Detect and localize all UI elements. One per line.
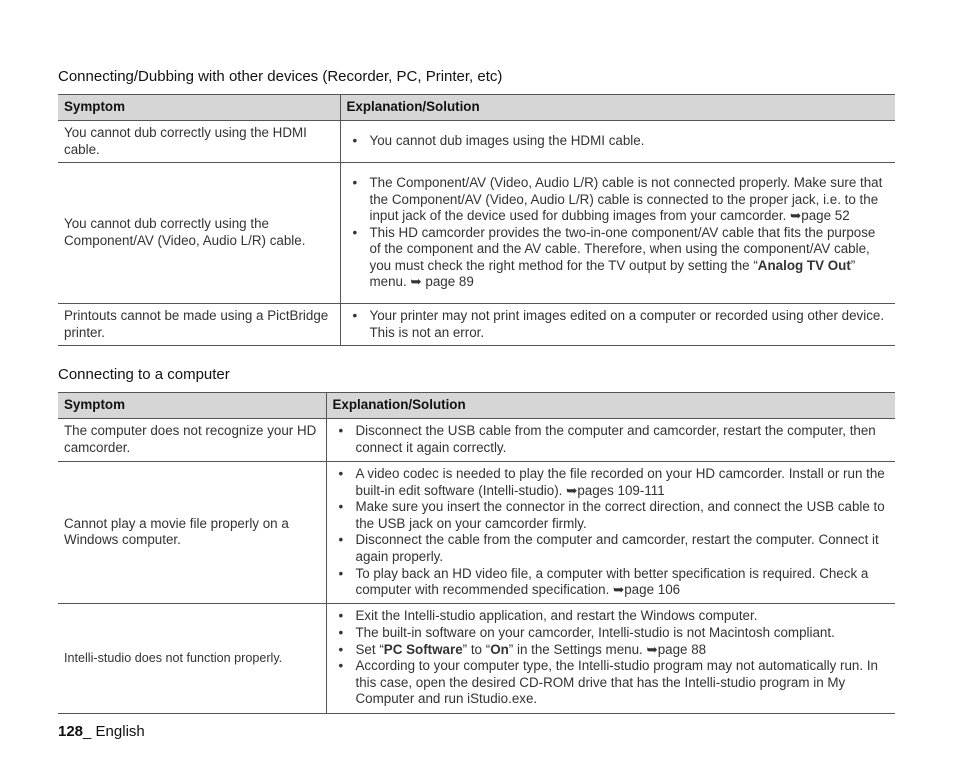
explanation-cell (326, 603, 895, 713)
table-row (58, 462, 895, 604)
symptom-cell: The computer does not recognize your HD camcorder. (58, 419, 326, 462)
explanation-cell (326, 419, 895, 462)
table-row (58, 419, 895, 462)
explanation-cell (340, 163, 895, 304)
bullet-item: • The Component/AV (Video, Audio L/R) cable is not connected properly. Make sure that the Component/AV (Video, Audio L/R) cable is connected to the proper jack, i.e. to the input jack of the device used for dubbing images from your camcorder. ➥page 52 (352, 174, 883, 224)
bullet-item: • Your printer may not print images edited on a computer or recorded using other device. This is not an error. (352, 308, 885, 340)
bullet-item: • Exit the Intelli-studio application, and restart the Windows computer. (338, 608, 758, 624)
bullet-item: • According to your computer type, the Intelli-studio program may not automatically run. In this case, open the desired CD-ROM drive that has the Intelli-studio program in My Computer and run iStudio.exe. (338, 658, 878, 707)
bullet-item: • You cannot dub images using the HDMI cable. (352, 133, 645, 149)
symptom-cell: Intelli-studio does not function properly. (58, 603, 326, 713)
bullet-item: • A video codec is needed to play the file recorded on your HD camcorder. Install or run the built-in edit software (Intelli-studio). ➥pages 109-111 (338, 466, 885, 498)
table-row (58, 304, 895, 346)
page-number: 128 (58, 723, 84, 740)
explanation-cell (340, 121, 895, 163)
table-row (58, 603, 895, 713)
column-header-explanation: Explanation/Solution (340, 95, 895, 121)
bold-term: PC Software (383, 641, 463, 657)
column-header-symptom: Symptom (58, 95, 340, 121)
computer-table (58, 392, 895, 714)
bullet-item: • Make sure you insert the connector in the correct direction, and connect the USB cable to the USB jack on your camcorder firmly. (338, 499, 885, 531)
explanation-cell (326, 462, 895, 604)
bold-term: On (490, 641, 509, 657)
explanation-cell (340, 304, 895, 346)
symptom-cell: Cannot play a movie file properly on a Windows computer. (58, 462, 326, 604)
bullet-item: • Disconnect the cable from the computer and camcorder, restart the computer. Connect it again properly. (338, 532, 879, 564)
column-header-explanation: Explanation/Solution (326, 393, 895, 419)
bold-term: Analog TV Out (757, 257, 851, 273)
table-row (58, 163, 895, 304)
symptom-cell: You cannot dub correctly using the Component/AV (Video, Audio L/R) cable. (58, 163, 340, 304)
bullet-item: • Set “PC Software” to “On” in the Settings menu. ➥page 88 (338, 641, 707, 657)
footer-separator: _ (83, 723, 92, 740)
table-header-row (58, 393, 895, 419)
footer-language: English (95, 723, 145, 740)
section-title-dubbing: Connecting/Dubbing with other devices (Recorder, PC, Printer, etc) (58, 68, 503, 85)
page-footer (58, 723, 145, 740)
table-row (58, 121, 895, 163)
dubbing-table (58, 94, 895, 346)
bullet-item: • This HD camcorder provides the two-in-one component/AV cable that fits the purpose of the component and the AV cable. Therefore, when using the component/AV cable, you must check the right method for the TV output by setting the “Analog TV Out” menu. ➥ page 89 (352, 224, 876, 290)
symptom-cell: Printouts cannot be made using a PictBridge printer. (58, 304, 340, 346)
bullet-item: • To play back an HD video file, a computer with better specification is required. Check a computer with recommended specification. ➥page 106 (338, 565, 869, 598)
bullet-item: • Disconnect the USB cable from the computer and camcorder, restart the computer, then connect it again correctly. (338, 423, 876, 455)
section-title-computer: Connecting to a computer (58, 366, 230, 383)
bullet-item: • The built-in software on your camcorder, Intelli-studio is not Macintosh compliant. (338, 625, 835, 641)
table-header-row (58, 95, 895, 121)
column-header-symptom: Symptom (58, 393, 326, 419)
symptom-cell: You cannot dub correctly using the HDMI cable. (58, 121, 340, 163)
